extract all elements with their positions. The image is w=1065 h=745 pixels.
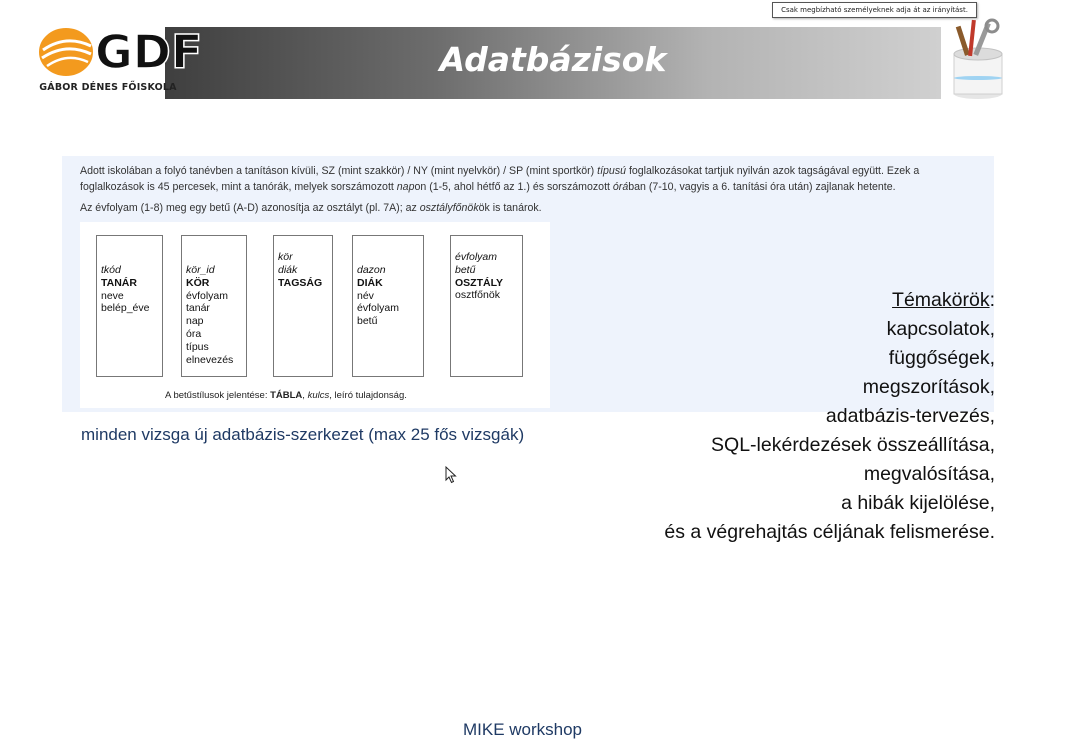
entity-tanar: tkód TANÁR neve belép_éve: [96, 235, 163, 377]
topic-item: megszorítások,: [862, 376, 995, 398]
topics-heading: Témakörök:: [892, 289, 995, 311]
schema-legend: A betűstílusok jelentése: TÁBLA, kulcs, leíró tulajdonság.: [165, 390, 407, 401]
topic-item: és a végrehajtás céljának felismerése.: [664, 521, 995, 543]
topic-item: adatbázis-tervezés,: [825, 405, 995, 427]
topic-item: SQL-lekérdezések összeállítása,: [711, 434, 995, 456]
mouse-cursor-icon: [445, 466, 457, 488]
task-paragraph-2: Az évfolyam (1-8) meg egy betű (A-D) azonosítja az osztályt (pl. 7A); az osztályfőnökök is tanárok.: [80, 202, 542, 214]
topics-list: [575, 286, 995, 547]
exam-note: minden vizsga új adatbázis-szerkezet (max 25 fős vizsgák): [81, 425, 525, 444]
logo-caption: GÁBOR DÉNES FŐISKOLA: [39, 82, 177, 93]
tooltip: Csak megbízható személyeknek adja át az irányítást.: [772, 2, 977, 18]
entity-diak: dazon DIÁK név évfolyam betű: [352, 235, 424, 377]
task-paragraph-1: Adott iskolában a folyó tanévben a tanításon kívüli, SZ (mint szakkör) / NY (mint nyelvkör) / SP (mint sportkör) típusú foglalkozásokat tartjuk nyilván azok tagságával együtt. Ezek a foglalkozások is 45 percesek, mint a tanórák, melyek sorszámozott napon (1-5, ahol hétfő az 1.) és sorszámozott órában (7-10, vagyis a 6. tanítási óra után) zajlanak hetente.: [80, 165, 920, 193]
entity-tagsag: kör diák TAGSÁG: [273, 235, 333, 377]
topic-item: függőségek,: [888, 347, 995, 369]
footer: MIKE workshop: [462, 720, 583, 739]
topic-item: a hibák kijelölése,: [841, 492, 995, 514]
svg-text:GDF: GDF: [95, 25, 203, 79]
schema-diagram: [80, 222, 550, 408]
topic-item: megvalósítása,: [863, 463, 995, 485]
page-title: Adatbázisok: [439, 40, 667, 79]
gdf-logo-icon: [33, 20, 203, 104]
task-text: [80, 163, 985, 221]
entity-osztaly: évfolyam betű OSZTÁLY osztfőnök: [450, 235, 523, 377]
tools-icon: [950, 18, 1010, 100]
header-banner: [165, 27, 941, 99]
entity-kor: kör_id KÖR évfolyam tanár nap óra típus elnevezés: [181, 235, 247, 377]
topic-item: kapcsolatok,: [886, 318, 995, 340]
